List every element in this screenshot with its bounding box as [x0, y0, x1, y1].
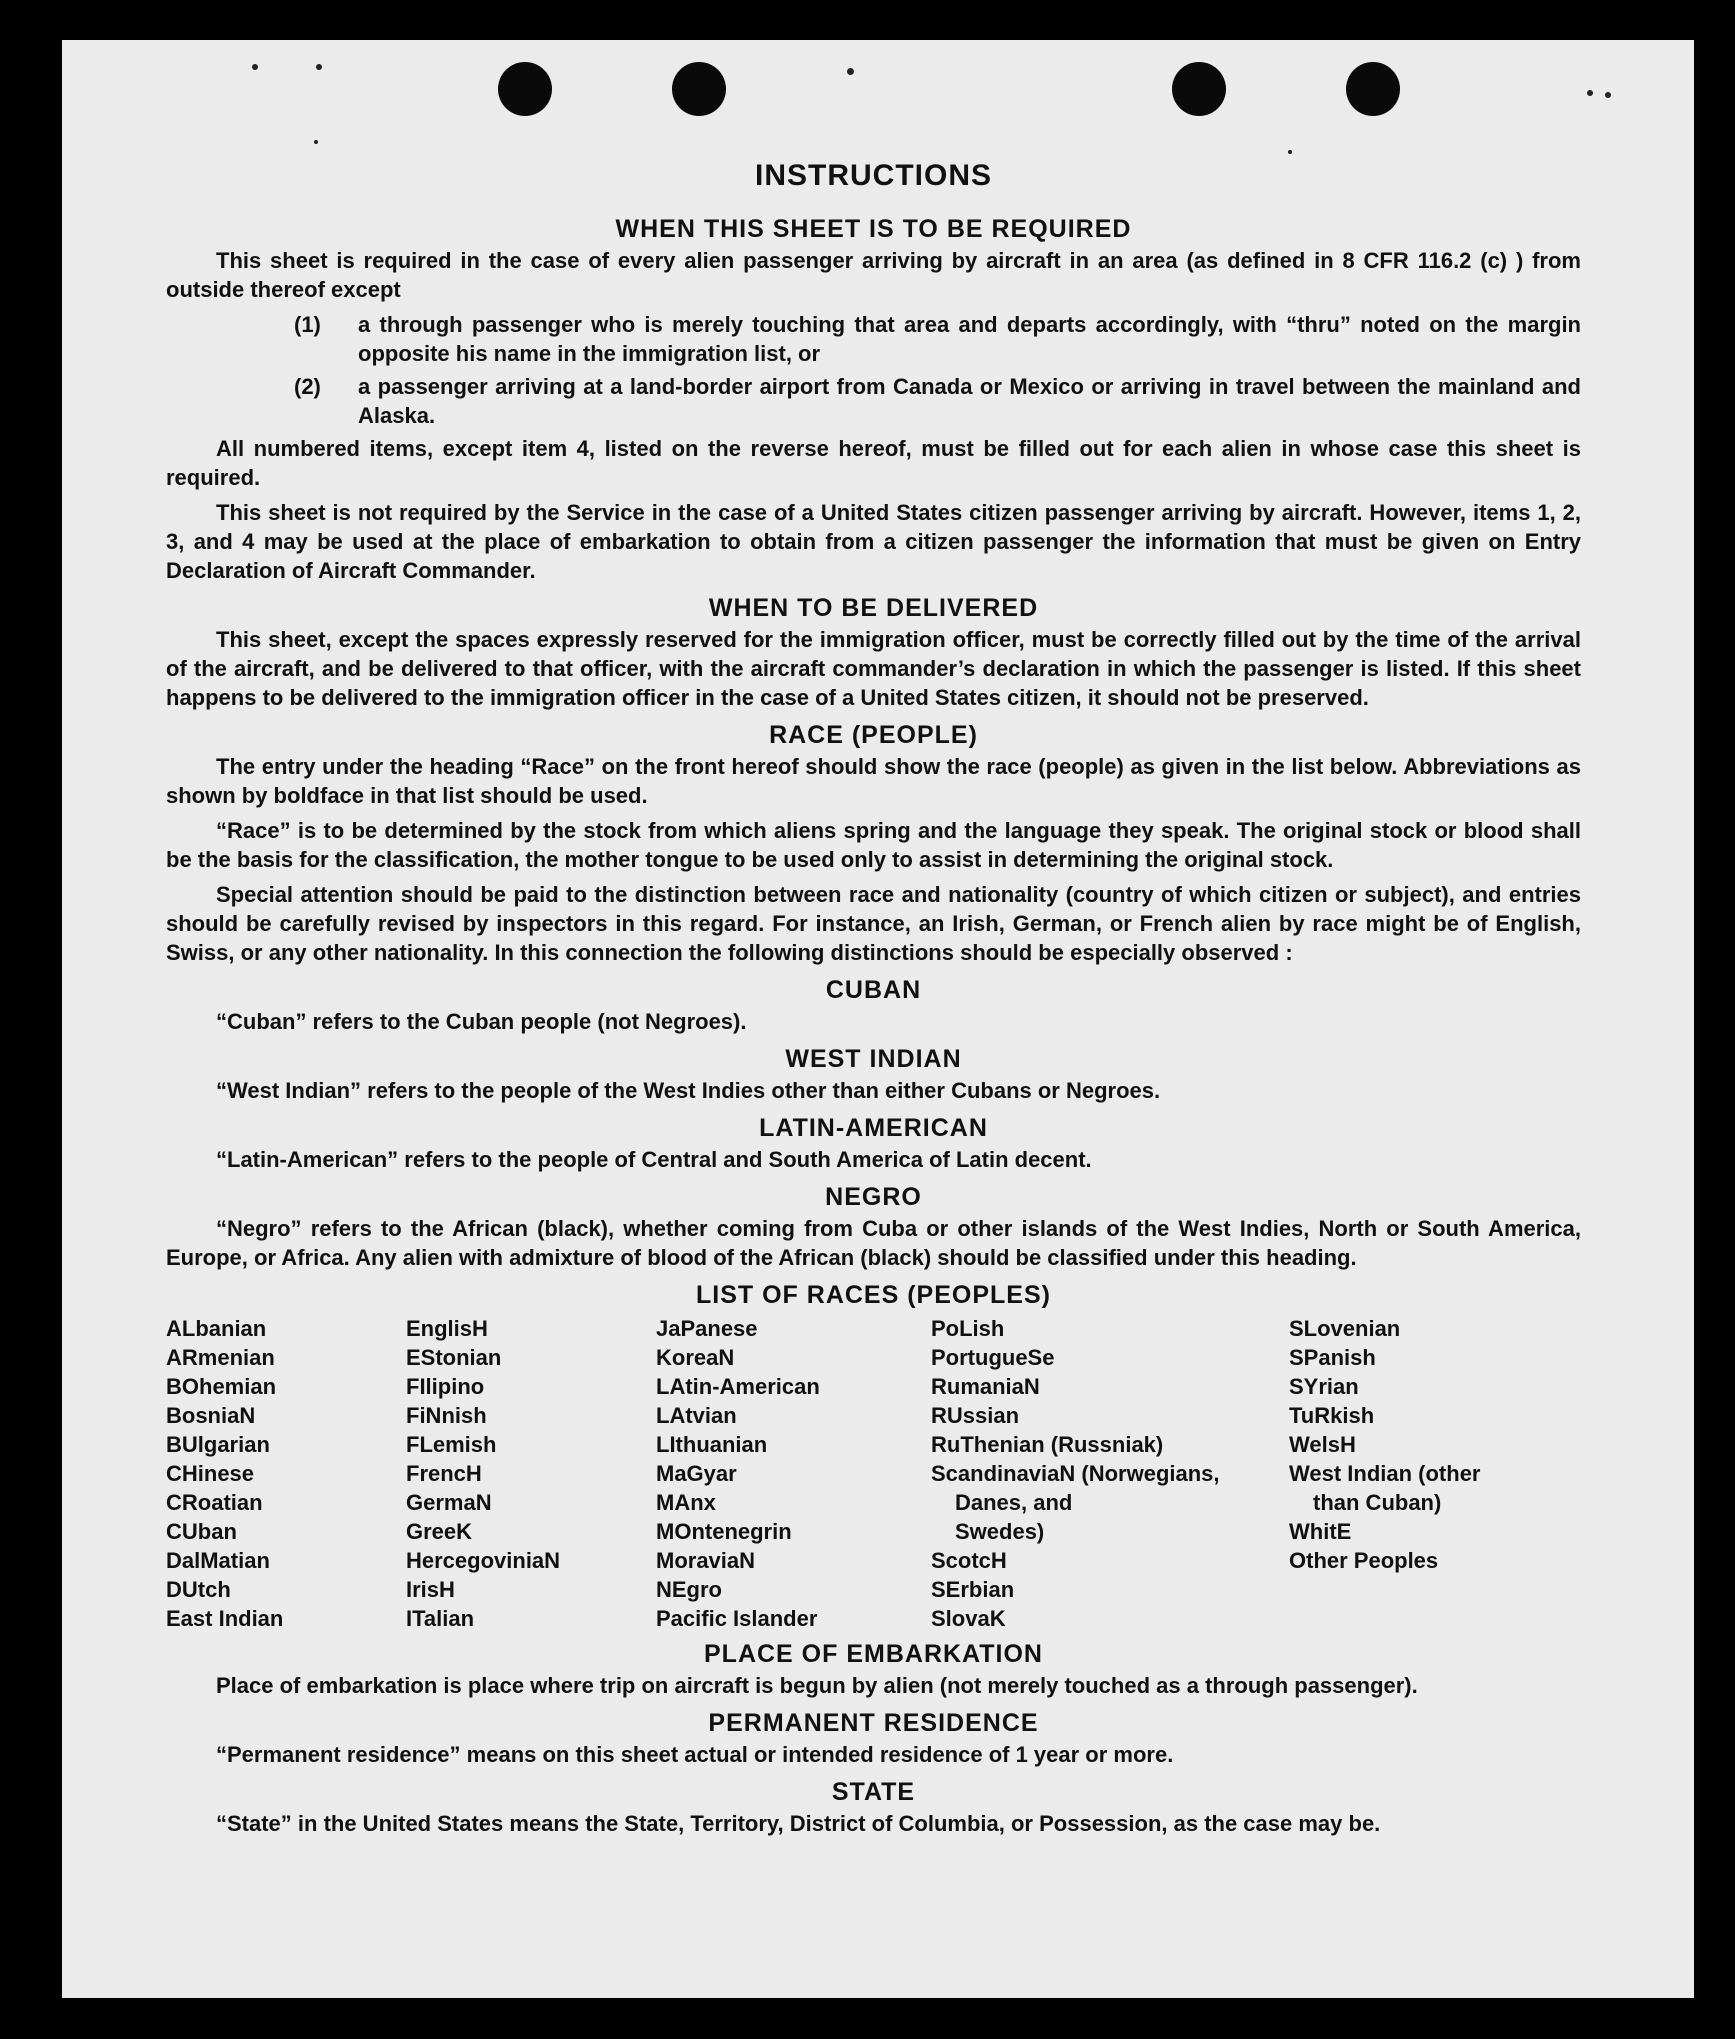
race-entry: MoraviaN	[656, 1548, 756, 1573]
race-entry: BUlgarian	[166, 1432, 270, 1457]
punch-hole	[672, 62, 726, 116]
punch-hole	[498, 62, 552, 116]
exception-item	[294, 310, 1581, 368]
race-entry: LAtvian	[656, 1403, 737, 1428]
speck	[1587, 90, 1593, 96]
race-entry: KoreaN	[656, 1345, 735, 1370]
page-title: INSTRUCTIONS	[755, 159, 992, 192]
heading-embarkation: PLACE OF EMBARKATION	[704, 1640, 1043, 1668]
race-entry: DUtch	[166, 1577, 231, 1602]
race-entry: BosniaN	[166, 1403, 256, 1428]
heading-latin-american: LATIN-AMERICAN	[759, 1114, 988, 1142]
race-entry: TuRkish	[1289, 1403, 1375, 1428]
state-paragraph: “State” in the United States means the State, Territory, District of Columbia, or Possession, as the case may be.	[216, 1811, 1381, 1836]
cuban-paragraph: “Cuban” refers to the Cuban people (not Negroes).	[216, 1009, 747, 1034]
item-text: a through passenger who is merely touching that area and departs accordingly, with “thru” noted on the margin opposite his name in the immigration list, or	[358, 312, 1581, 366]
race-entry: LIthuanian	[656, 1432, 768, 1457]
item-number: (2)	[294, 374, 321, 399]
race-entry: MAnx	[656, 1490, 716, 1515]
race-entry: PoLish	[931, 1316, 1005, 1341]
speck	[1288, 150, 1292, 154]
race-entry: SPanish	[1289, 1345, 1376, 1370]
punch-hole	[1346, 62, 1400, 116]
item-number: (1)	[294, 312, 321, 337]
race-entry: WhitE	[1289, 1519, 1352, 1544]
heading-race: RACE (PEOPLE)	[769, 721, 978, 749]
race-entry: SYrian	[1289, 1374, 1359, 1399]
race-entry: FLemish	[406, 1432, 497, 1457]
race-paragraph: Special attention should be paid to the distinction between race and nationality (country of which citizen or subject), and entries should be carefully revised by inspectors in this regard. For instance, an Irish, German, or French alien by race might be of English, Swiss, or any other nationality. In this connection the following distinctions should be especially observed :	[166, 882, 1581, 965]
race-entry: SErbian	[931, 1577, 1015, 1602]
heading-list-of-races: LIST OF RACES (PEOPLES)	[696, 1281, 1051, 1309]
race-entry: EnglisH	[406, 1316, 488, 1341]
heading-negro: NEGRO	[825, 1183, 922, 1211]
race-entry: ARmenian	[166, 1345, 275, 1370]
instructions-content	[166, 158, 1581, 1844]
race-paragraph: “Race” is to be determined by the stock from which aliens spring and the language they speak. The original stock or blood shall be the basis for the classification, the mother tongue to be used only to assist in determining the original stock.	[166, 818, 1581, 872]
race-entry: ScandinaviaN (Norwegians,	[931, 1461, 1220, 1486]
race-entry: PortugueSe	[931, 1345, 1055, 1370]
exception-item	[294, 372, 1581, 430]
punch-hole	[1172, 62, 1226, 116]
race-entry: than Cuban)	[1313, 1490, 1442, 1515]
race-entry: EStonian	[406, 1345, 502, 1370]
race-entry: East Indian	[166, 1606, 284, 1631]
embarkation-paragraph: Place of embarkation is place where trip on aircraft is begun by alien (not merely touched as a through passenger).	[216, 1673, 1418, 1698]
latin-american-paragraph: “Latin-American” refers to the people of Central and South America of Latin decent.	[216, 1147, 1092, 1172]
heading-state: STATE	[831, 1778, 916, 1806]
required-intro: This sheet is required in the case of every alien passenger arriving by aircraft in an area (as defined in 8 CFR 116.2 (c) ) from outside thereof except	[166, 248, 1581, 302]
race-entry: RuThenian (Russniak)	[931, 1432, 1164, 1457]
speck	[314, 140, 318, 144]
races-column	[166, 1314, 406, 1633]
race-entry: BOhemian	[166, 1374, 277, 1399]
speck	[252, 64, 258, 70]
race-entry: Pacific Islander	[656, 1606, 818, 1631]
heading-residence: PERMANENT RESIDENCE	[708, 1709, 1039, 1737]
heading-cuban: CUBAN	[825, 976, 922, 1004]
race-entry: SLovenian	[1289, 1316, 1401, 1341]
race-entry: JaPanese	[656, 1316, 758, 1341]
races-column	[1289, 1314, 1549, 1633]
race-entry: West Indian (other	[1289, 1461, 1481, 1486]
numbered-items-paragraph: All numbered items, except item 4, listed on the reverse hereof, must be filled out for each alien in whose case this sheet is required.	[166, 436, 1581, 490]
race-entry: NEgro	[656, 1577, 722, 1602]
race-entry: ALbanian	[166, 1316, 267, 1341]
document-sheet	[62, 40, 1694, 1998]
race-entry: GreeK	[406, 1519, 473, 1544]
race-entry: CHinese	[166, 1461, 255, 1486]
negro-paragraph: “Negro” refers to the African (black), whether coming from Cuba or other islands of the West Indies, North or South America, Europe, or Africa. Any alien with admixture of blood of the African (black) should be classified under this heading.	[166, 1216, 1581, 1270]
race-entry: IrisH	[406, 1577, 455, 1602]
race-entry: RumaniaN	[931, 1374, 1040, 1399]
race-entry: SlovaK	[931, 1606, 1006, 1631]
citizen-paragraph: This sheet is not required by the Service in the case of a United States citizen passenger arriving by aircraft. However, items 1, 2, 3, and 4 may be used at the place of embarkation to obtain from a citizen passenger the information that must be given on Entry Declaration of Aircraft Commander.	[166, 500, 1581, 583]
race-entry: FIlipino	[406, 1374, 485, 1399]
race-entry: ScotcH	[931, 1548, 1007, 1573]
west-indian-paragraph: “West Indian” refers to the people of the West Indies other than either Cubans or Negroes.	[216, 1078, 1161, 1103]
race-entry: ITalian	[406, 1606, 475, 1631]
race-entry: CUban	[166, 1519, 237, 1544]
heading-required: WHEN THIS SHEET IS TO BE REQUIRED	[615, 215, 1132, 243]
race-entry: HercegoviniaN	[406, 1548, 561, 1573]
race-entry: WelsH	[1289, 1432, 1356, 1457]
race-entry: GermaN	[406, 1490, 492, 1515]
race-entry: CRoatian	[166, 1490, 263, 1515]
item-text: a passenger arriving at a land-border airport from Canada or Mexico or arriving in travel between the mainland and Alaska.	[358, 374, 1581, 428]
heading-delivered: WHEN TO BE DELIVERED	[708, 594, 1039, 622]
races-list	[166, 1314, 1581, 1633]
heading-west-indian: WEST INDIAN	[785, 1045, 962, 1073]
race-paragraph: The entry under the heading “Race” on the front hereof should show the race (people) as given in the list below. Abbreviations as shown by boldface in that list should be used.	[166, 754, 1581, 808]
races-column	[656, 1314, 931, 1633]
races-column	[406, 1314, 656, 1633]
speck	[847, 68, 854, 75]
race-entry: RUssian	[931, 1403, 1020, 1428]
delivered-paragraph: This sheet, except the spaces expressly reserved for the immigration officer, must be correctly filled out by the time of the arrival of the aircraft, and be delivered to that officer, with the aircraft commander’s declaration in which the passenger is listed. If this sheet happens to be delivered to the immigration officer in the case of a United States citizen, it should not be preserved.	[166, 627, 1581, 710]
race-entry: MaGyar	[656, 1461, 737, 1486]
race-entry: FrencH	[406, 1461, 482, 1486]
race-entry: FiNnish	[406, 1403, 487, 1428]
residence-paragraph: “Permanent residence” means on this sheet actual or intended residence of 1 year or more.	[216, 1742, 1174, 1767]
race-entry: Danes, and	[955, 1490, 1073, 1515]
race-entry: MOntenegrin	[656, 1519, 792, 1544]
race-entry: Swedes)	[955, 1519, 1045, 1544]
speck	[1605, 92, 1611, 98]
speck	[316, 64, 322, 70]
race-entry: LAtin-American	[656, 1374, 820, 1399]
race-entry: Other Peoples	[1289, 1548, 1439, 1573]
races-column	[931, 1314, 1289, 1633]
race-entry: DalMatian	[166, 1548, 270, 1573]
